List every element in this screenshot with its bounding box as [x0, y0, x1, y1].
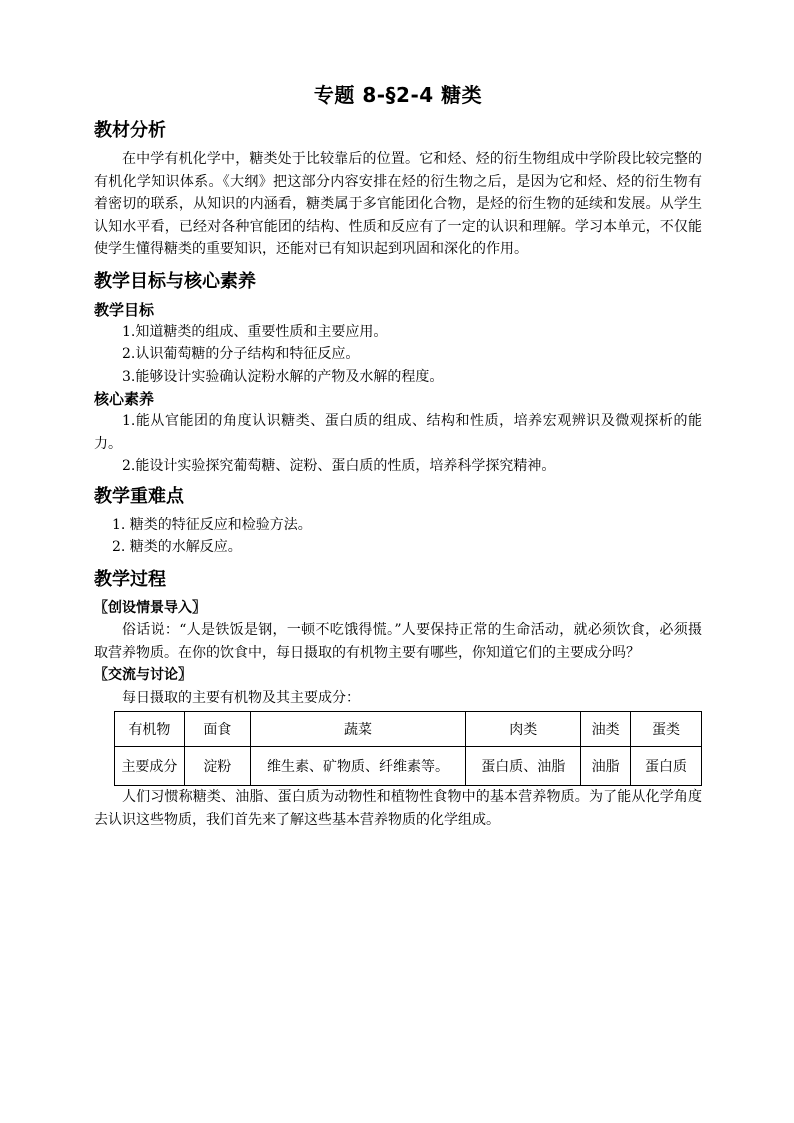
subheading-objectives: 教学目标	[94, 300, 155, 319]
table-cell: 油类	[581, 712, 631, 747]
literacy-item: 1.能从官能团的角度认识糖类、蛋白质的组成、结构和性质，培养宏观辨识及微观探析的能力。	[94, 413, 702, 452]
analysis-paragraph: 在中学有机化学中，糖类处于比较靠后的位置。它和烃、烃的衍生物组成中学阶段比较完整的有机化学知识体系。《大纲》把这部分内容安排在烃的衍生物之后，是因为它和烃、烃的衍生物有着密切的联系，从知识的内涵看，糖类属于多官能团化合物，是烃的衍生物的延续和发展。从学生认知水平看，已经对各种官能团的结构、性质和反应有了一定的认识和理解。学习本单元，不仅能使学生懂得糖类的重要知识，还能对已有知识起到巩固和深化的作用。	[94, 151, 702, 257]
objective-item: 3.能够设计实验确认淀粉水解的产物及水解的程度。	[122, 368, 444, 385]
table-cell: 维生素、矿物质、纤维素等。	[250, 747, 466, 786]
discussion-label: 〖交流与讨论〗	[94, 667, 192, 683]
table-cell: 淀粉	[184, 747, 250, 786]
document-page	[94, 78, 702, 831]
literacy-item: 2.能设计实验探究葡萄糖、淀粉、蛋白质的性质，培养科学探究精神。	[122, 458, 556, 474]
key-point-item: 2. 糖类的水解反应。	[112, 539, 242, 555]
table-header-row	[115, 712, 702, 747]
table-cell: 蔬菜	[250, 712, 466, 747]
table-cell: 面食	[184, 712, 250, 747]
table-cell: 有机物	[115, 712, 185, 747]
table-cell: 肉类	[466, 712, 581, 747]
table-row	[115, 747, 702, 786]
intro-paragraph: 俗话说：“人是铁饭是钢，一顿不吃饿得慌。”人要保持正常的生命活动，就必须饮食，必须摄取营养物质。在你的饮食中，每日摄取的有机物主要有哪些，你知道它们的主要成分吗？	[94, 622, 702, 661]
closing-paragraph: 人们习惯称糖类、油脂、蛋白质为动物性和植物性食物中的基本营养物质。为了能从化学角度去认识这些物质，我们首先来了解这些基本营养物质的化学组成。	[94, 789, 702, 828]
table-cell: 主要成分	[115, 747, 185, 786]
table-cell: 油脂	[581, 747, 631, 786]
table-cell: 蛋白质	[631, 747, 702, 786]
subheading-literacy: 核心素养	[94, 390, 155, 408]
section-heading-process: 教学过程	[94, 568, 166, 590]
table-cell: 蛋类	[631, 712, 702, 747]
section-heading-key-points: 教学重难点	[94, 485, 184, 507]
table-cell: 蛋白质、油脂	[466, 747, 581, 786]
key-point-item: 1. 糖类的特征反应和检验方法。	[112, 516, 312, 533]
objective-item: 2.认识葡萄糖的分子结构和特征反应。	[122, 346, 360, 362]
nutrition-table	[114, 711, 702, 786]
section-heading-goals: 教学目标与核心素养	[94, 270, 256, 292]
intro-label: 〖创设情景导入〗	[94, 599, 206, 616]
document-title: 专题 8-§2-4 糖类	[313, 83, 483, 107]
objective-item: 1.知道糖类的组成、重要性质和主要应用。	[122, 323, 388, 340]
discussion-paragraph: 每日摄取的主要有机物及其主要成分：	[122, 689, 360, 706]
section-heading-analysis: 教材分析	[94, 120, 166, 141]
